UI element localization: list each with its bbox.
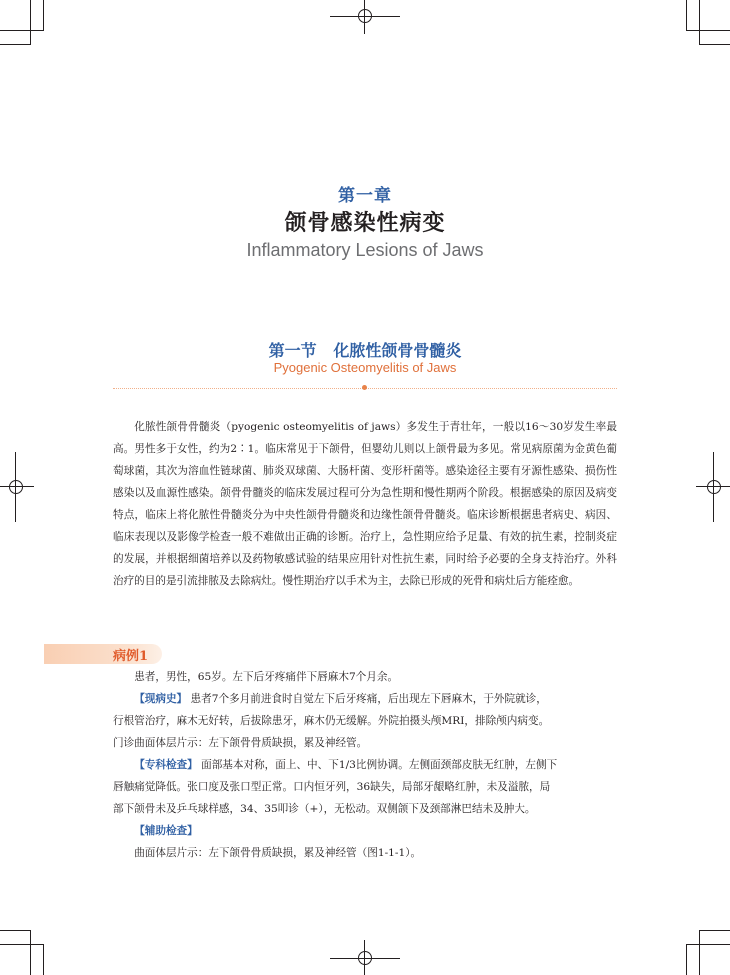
chapter-number: 第一章 xyxy=(338,186,392,206)
case-line xyxy=(113,732,617,754)
case-line xyxy=(113,776,617,798)
case-line-header: 【现病史】 xyxy=(134,693,188,705)
case-line-text: 患者，男性，65岁。左下后牙疼痛伴下唇麻木7个月余。 xyxy=(134,671,399,683)
section-number: 第一节 xyxy=(268,341,317,360)
case-line-header: 【辅助检查】 xyxy=(134,825,198,837)
case-line xyxy=(113,754,617,776)
case-line xyxy=(113,820,617,842)
divider-dot xyxy=(362,385,367,390)
intro-block xyxy=(113,416,617,592)
case-line-text: 曲面体层片示：左下颌骨骨质缺损，累及神经管（图1-1-1）。 xyxy=(134,847,422,859)
case-line xyxy=(113,842,617,864)
case-line-text: 唇触痛觉降低。张口度及张口型正常。口内恒牙列，36缺失，局部牙龈略红肿，未及溢脓，局 xyxy=(113,781,551,793)
case-line-header: 【专科检查】 xyxy=(134,759,198,771)
section-heading xyxy=(0,338,730,361)
section-title: 化脓性颌骨骨髓炎 xyxy=(333,341,462,360)
case-line xyxy=(113,688,617,710)
chapter-english-title: Inflammatory Lesions of Jaws xyxy=(246,240,484,260)
case-label: 病例1 xyxy=(113,649,149,664)
case-line xyxy=(113,710,617,732)
intro-paragraph: 化脓性颌骨骨髓炎（pyogenic osteomyelitis of jaws）多发生于青壮年，一般以16～30岁发生率最高。男性多于女性，约为2∶1。临床常见于下颌骨，但婴幼儿则以上颌骨最为多见。常见病原菌为金黄色葡萄球菌，其次为溶血性链球菌、肺炎双球菌、大肠杆菌、变形杆菌等。感染途径主要有牙源性感染、损伤性感染以及血源性感染。颌骨骨髓炎的临床发展过程可分为急性期和慢性期两个阶段。根据感染的原因及病变特点，临床上将化脓性骨髓炎分为中央性颌骨骨髓炎和边缘性颌骨骨髓炎。临床诊断根据患者病史、病因、临床表现以及影像学检查一般不难做出正确的诊断。治疗上，急性期应给予足量、有效的抗生素，控制炎症的发展，并根据细菌培养以及药物敏感试验的结果应用针对性抗生素，同时给予必要的全身支持治疗。外科治疗的目的是引流排脓及去除病灶。慢性期治疗以手术为主，去除已形成的死骨和病灶后方能痊愈。 xyxy=(113,421,617,587)
case-line-text: 面部基本对称，面上、中、下1/3比例协调。左侧面颈部皮肤无红肿，左侧下 xyxy=(201,759,558,771)
case-line-text: 门诊曲面体层片示：左下颌骨骨质缺损，累及神经管。 xyxy=(113,737,368,749)
chapter-title: 颌骨感染性病变 xyxy=(284,210,446,236)
case-line-text: 患者7个多月前进食时自觉左下后牙疼痛，后出现左下唇麻木，于外院就诊， xyxy=(190,693,547,705)
case-line-text: 部下颌骨未及乒乓球样感，34、35叩诊（+），无松动。双侧颌下及颈部淋巴结未及肿大。 xyxy=(113,803,536,815)
section-english-title: Pyogenic Osteomyelitis of Jaws xyxy=(273,360,457,375)
case-line-text: 行根管治疗，麻木无好转，后拔除患牙，麻木仍无缓解。外院拍摄头颅MRI，排除颅内病变。 xyxy=(113,715,550,727)
case-body xyxy=(113,666,617,864)
case-line xyxy=(113,798,617,820)
case-line xyxy=(113,666,617,688)
